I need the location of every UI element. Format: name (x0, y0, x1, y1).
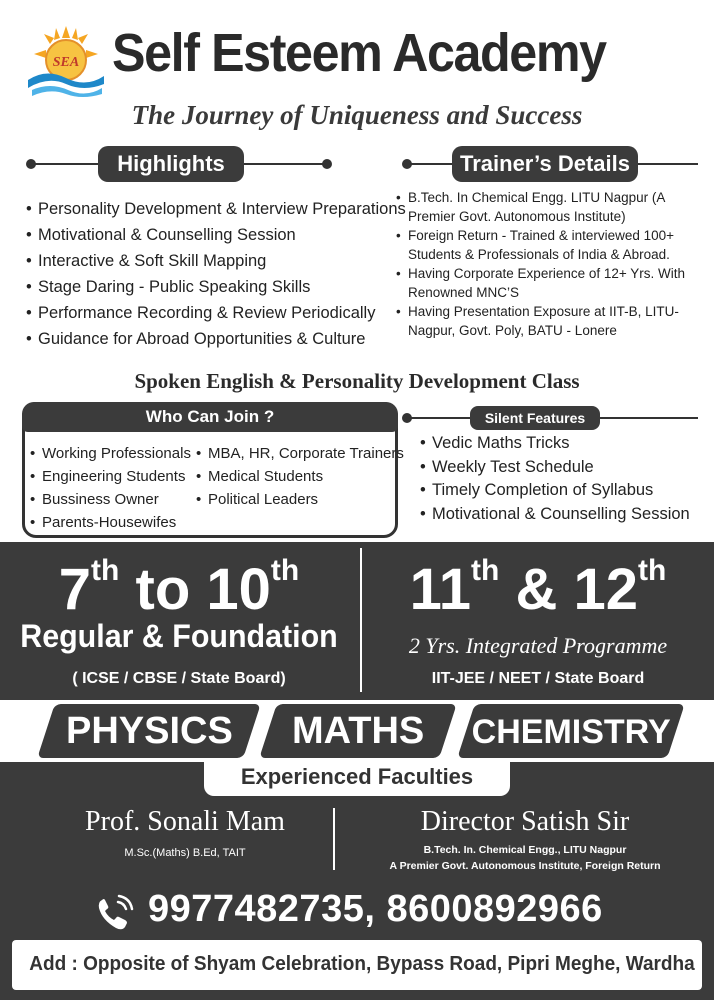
trainer-list (396, 188, 706, 340)
list-item: • Working Professionals (30, 442, 191, 465)
divider (333, 808, 335, 870)
faculty-qualification-line: B.Tech. In. Chemical Engg., LITU Nagpur (423, 844, 627, 856)
grade-suffix: th (91, 554, 120, 587)
highlights-heading: Highlights (98, 146, 244, 182)
list-item: • Motivational & Counselling Session (420, 503, 690, 527)
grade-suffix: th (471, 554, 500, 587)
list-item: • Performance Recording & Review Periodically (26, 300, 386, 326)
list-item: • Bussiness Owner (30, 488, 191, 511)
grade-number: 7 (58, 557, 92, 622)
list-item: • Engineering Students (30, 465, 191, 488)
list-item: • Stage Daring - Public Speaking Skills (26, 274, 386, 300)
grade-range-7-10 (0, 556, 358, 623)
list-item: • Parents-Housewifes (30, 511, 191, 534)
list-item: • Personality Development & Interview Preparations (26, 196, 386, 222)
silent-features-heading: Silent Features (470, 406, 600, 430)
trainer-heading: Trainer’s Details (452, 146, 638, 182)
silent-features-list (420, 432, 690, 526)
grade-boards: ( ICSE / CBSE / State Board) (72, 670, 286, 687)
faculty-qualification (336, 842, 714, 874)
subject-label: MATHS (291, 710, 425, 752)
subject-label: CHEMISTRY (471, 713, 671, 751)
address: Add : Opposite of Shyam Celebration, Bypass Road, Pipri Meghe, Wardha (29, 953, 695, 975)
highlights-list (26, 196, 406, 352)
faculty-qualification: M.Sc.(Maths) B.Ed, TAIT (124, 847, 246, 859)
grade-connector: to (135, 557, 191, 622)
faculty-name: Director Satish Sir (420, 806, 630, 837)
list-item: • Foreign Return - Trained & interviewed 100+ Students & Professionals of India & Abroad. (396, 226, 706, 264)
list-item: • MBA, HR, Corporate Trainers (196, 442, 404, 465)
list-item: • Political Leaders (196, 488, 404, 511)
list-item: • Motivational & Counselling Session (26, 222, 386, 248)
grade-subtitle: 2 Yrs. Integrated Programme (408, 633, 668, 658)
logo-text: SEA (52, 55, 80, 70)
phone-numbers[interactable]: 9977482735, 8600892966 (148, 888, 603, 930)
subject-physics (37, 704, 261, 758)
who-can-join-heading: Who Can Join ? (22, 402, 398, 432)
list-item: • B.Tech. In Chemical Engg. LITU Nagpur (A Premier Govt. Autonomous Institute) (396, 188, 706, 226)
grade-range-11-12 (362, 556, 714, 623)
grade-subtitle: Regular & Foundation (20, 618, 338, 654)
grade-connector: & (515, 557, 558, 622)
subject-maths (259, 704, 457, 758)
grade-number: 10 (206, 557, 271, 622)
tagline: The Journey of Uniqueness and Success (131, 100, 583, 130)
academy-logo (26, 22, 106, 102)
list-item: • Guidance for Abroad Opportunities & Culture (26, 326, 386, 352)
subject-chemistry (457, 704, 685, 758)
rule-dot (402, 413, 412, 423)
rule-dot (402, 159, 412, 169)
list-item: • Having Corporate Experience of 12+ Yrs. With Renowned MNC’S (396, 264, 706, 302)
list-item: • Medical Students (196, 465, 404, 488)
sun-icon (34, 26, 98, 80)
rule-dot (322, 159, 332, 169)
grade-number: 12 (573, 557, 638, 622)
grade-suffix: th (270, 554, 300, 587)
phone-call-icon (92, 892, 138, 934)
grade-suffix: th (637, 554, 667, 587)
academy-title: Self Esteem Academy (112, 23, 606, 83)
subject-label: PHYSICS (65, 710, 233, 752)
who-can-join-column (30, 442, 191, 534)
list-item: • Timely Completion of Syllabus (420, 479, 690, 503)
grade-boards: IIT-JEE / NEET / State Board (431, 670, 645, 687)
list-item: • Weekly Test Schedule (420, 456, 690, 480)
faculty-name: Prof. Sonali Mam (85, 806, 285, 837)
list-item: • Interactive & Soft Skill Mapping (26, 248, 386, 274)
list-item: • Having Presentation Exposure at IIT-B, LITU-Nagpur, Govt. Poly, BATU - Lonere (396, 302, 706, 340)
spoken-english-heading: Spoken English & Personality Development Class (134, 369, 580, 393)
grade-number: 11 (409, 557, 471, 622)
faculty-qualification-line: A Premier Govt. Autonomous Institute, Foreign Return (389, 860, 661, 872)
faculties-heading: Experienced Faculties (240, 764, 474, 789)
who-can-join-column (196, 442, 404, 511)
rule-dot (26, 159, 36, 169)
list-item: • Vedic Maths Tricks (420, 432, 690, 456)
